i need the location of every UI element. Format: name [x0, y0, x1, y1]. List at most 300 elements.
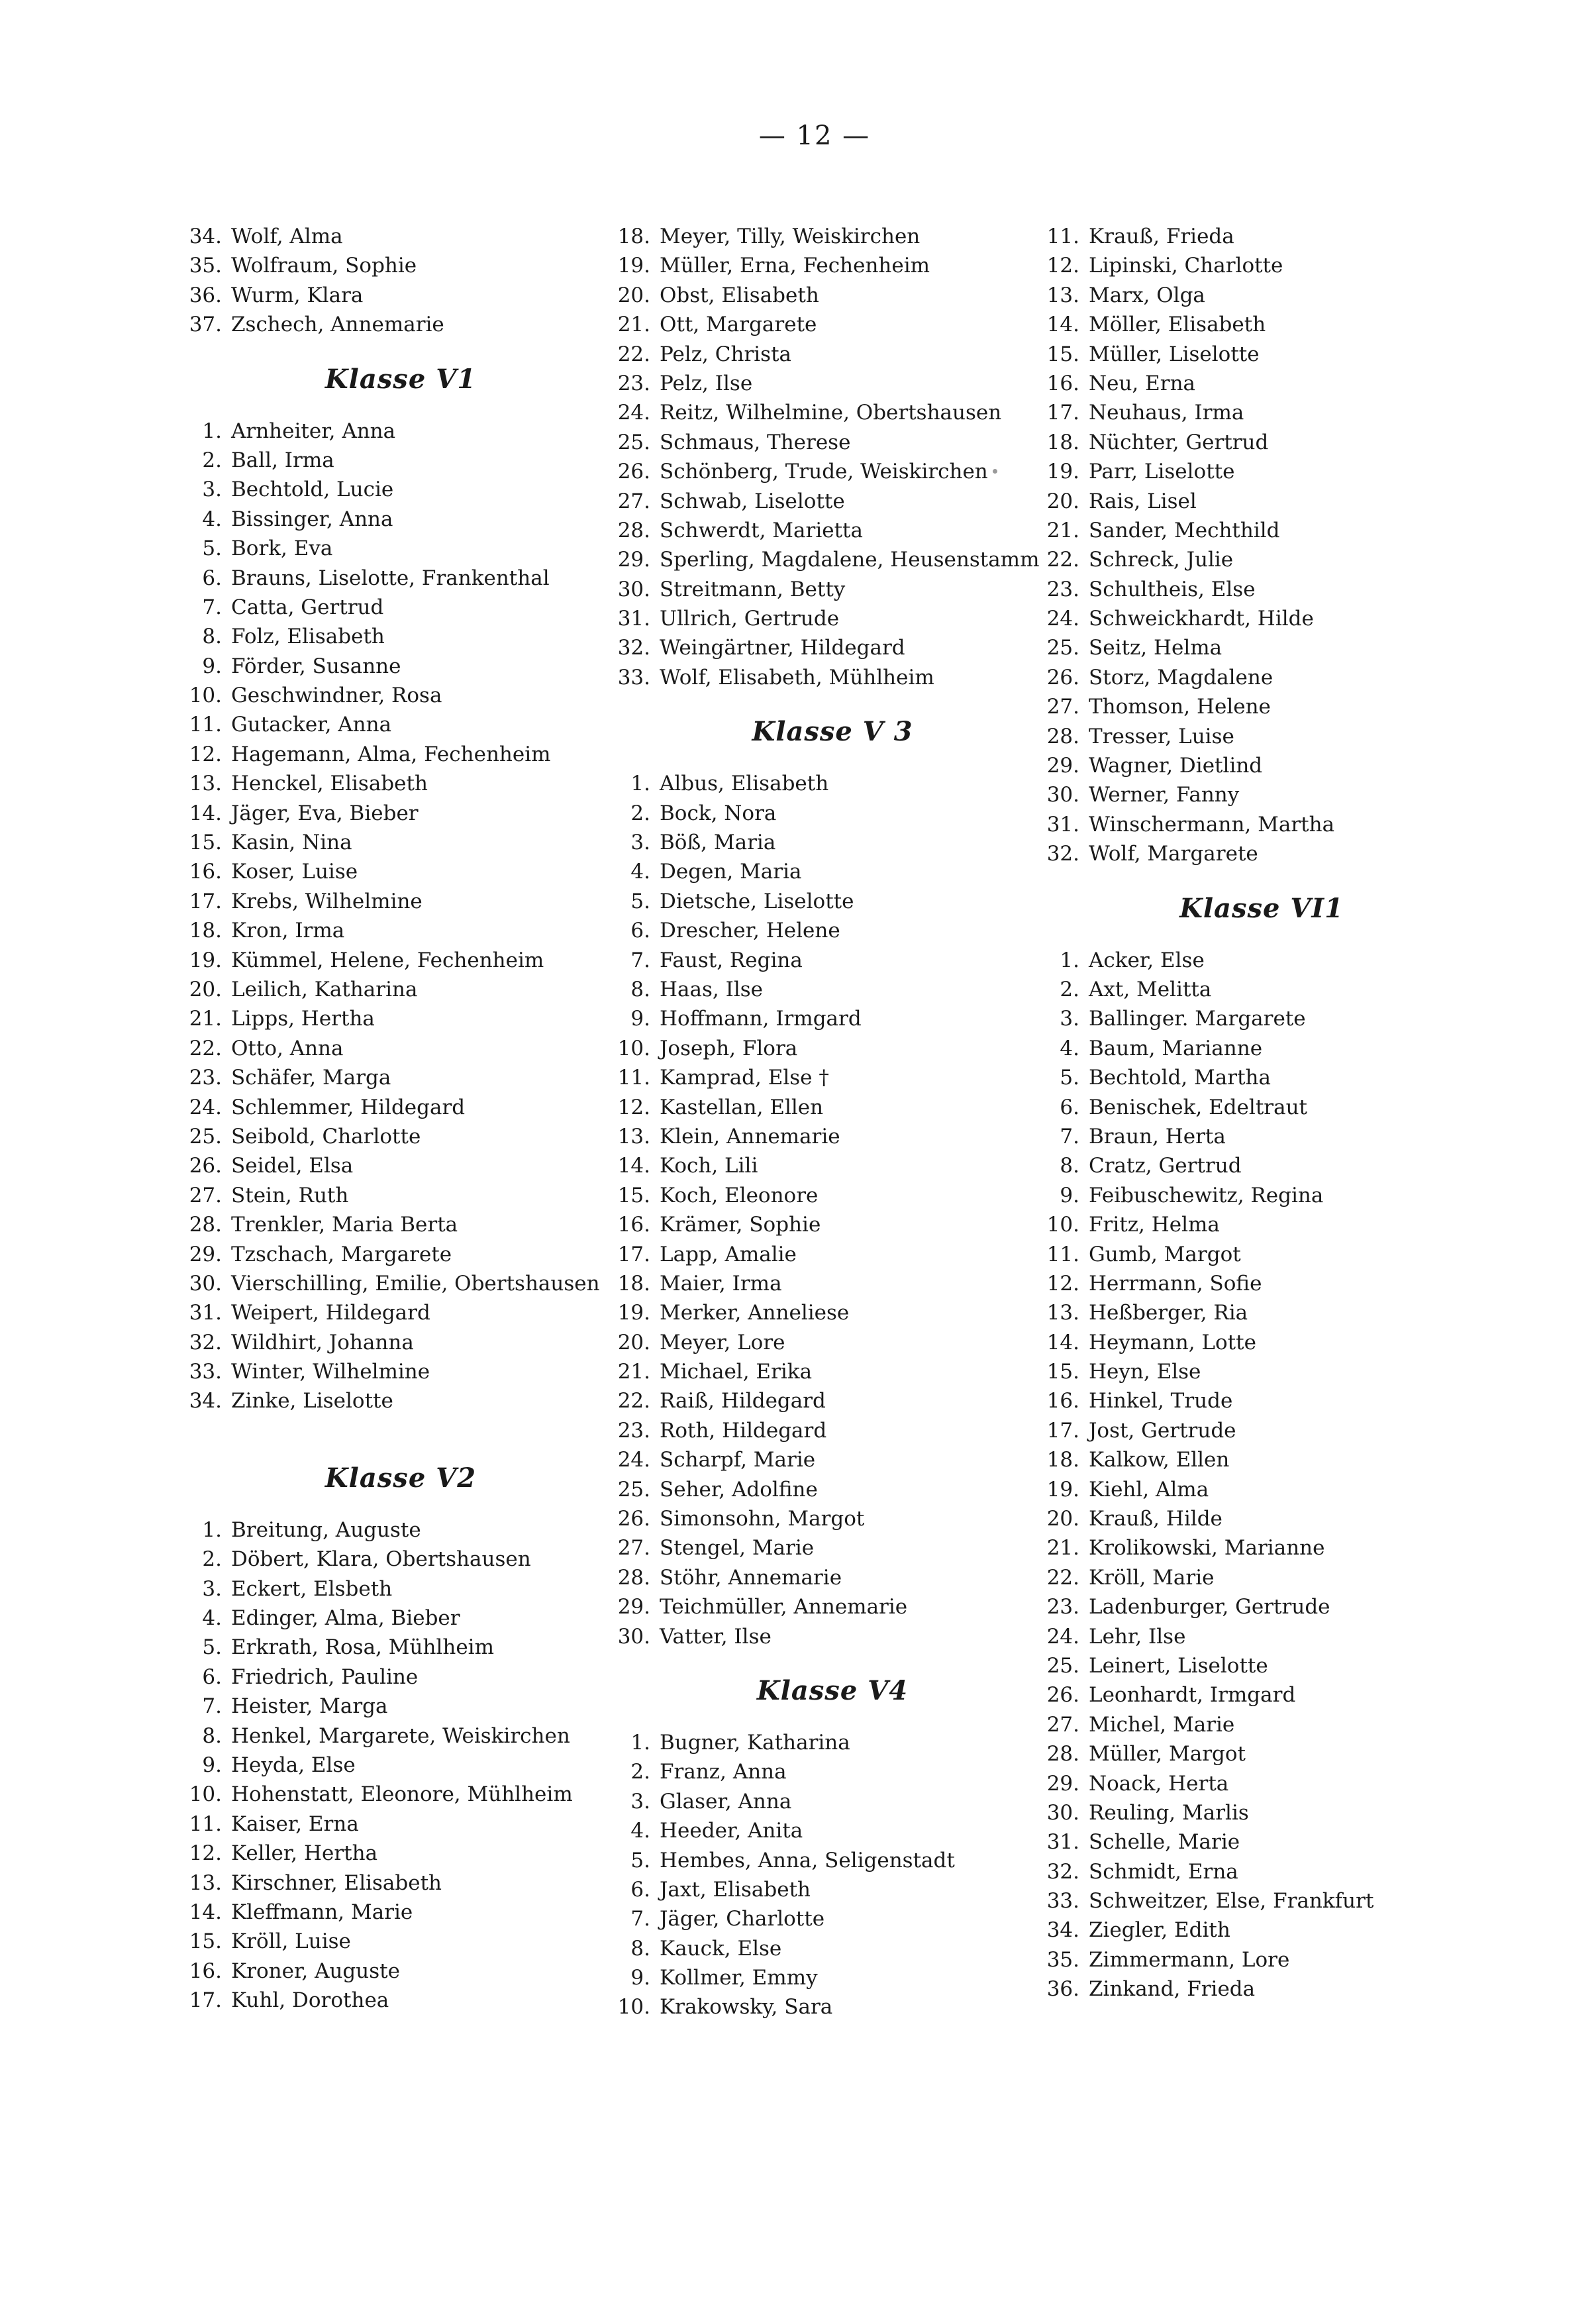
list-item-number: 19.: [1046, 1477, 1079, 1502]
list-item-name: Ziegler, Edith: [1089, 1918, 1230, 1943]
list-item-number: 15.: [189, 831, 222, 855]
list-item: [604, 575, 1061, 604]
list-item: [604, 1093, 1061, 1122]
list-item: [1033, 1357, 1490, 1386]
list-item-name: Wolf, Elisabeth, Mühlheim: [660, 665, 934, 690]
list-item: [175, 1545, 626, 1574]
list-item-number: 29.: [1046, 754, 1079, 778]
list-item-name: Benischek, Edeltraut: [1089, 1095, 1307, 1119]
list-item-number: 13.: [189, 772, 222, 796]
list-item-number: 31.: [617, 607, 650, 631]
list-item-name: Lapp, Amalie: [660, 1242, 797, 1266]
list-item: [1033, 1445, 1490, 1474]
list-item-name: Schweitzer, Else, Frankfurt: [1089, 1889, 1374, 1914]
list-item-name: Schönberg, Trude, Weiskirchen: [660, 460, 988, 484]
list-item-number: 35.: [1046, 1947, 1079, 1972]
list-item-number: 19.: [617, 254, 650, 278]
list-item-name: Heister, Marga: [231, 1694, 388, 1719]
list-item-number: 6.: [630, 919, 650, 943]
list-item: [604, 1357, 1061, 1386]
list-item-number: 30.: [617, 1624, 650, 1649]
list-item-name: Gutacker, Anna: [231, 713, 392, 737]
list-item-number: 12.: [1046, 1271, 1079, 1296]
list-item-number: 17.: [1046, 401, 1079, 425]
list-item-name: Hinkel, Trude: [1089, 1389, 1233, 1413]
list-item-number: 4.: [202, 507, 222, 531]
column-3: [1033, 222, 1490, 2004]
list-item: [175, 1751, 626, 1780]
list-item-name: Neuhaus, Irma: [1089, 401, 1244, 425]
list-item-number: 9.: [1060, 1183, 1079, 1207]
list-item-number: 13.: [1046, 283, 1079, 307]
list-item: [175, 1986, 626, 2015]
list-item: [175, 1063, 626, 1092]
list-item-number: 12.: [189, 1841, 222, 1866]
list-item-name: Kalkow, Ellen: [1089, 1448, 1230, 1472]
list-item-number: 23.: [1046, 577, 1079, 601]
list-item: [1033, 1269, 1490, 1298]
list-item-number: 10.: [189, 1782, 222, 1807]
list-item: [604, 1240, 1061, 1269]
class-heading: Klasse V4: [756, 1674, 909, 1706]
list-item-number: 25.: [617, 1477, 650, 1502]
list-item: [1033, 663, 1490, 692]
list-item: [175, 1357, 626, 1386]
list-item-number: 18.: [1046, 1448, 1079, 1472]
list-item-name: Bissinger, Anna: [231, 507, 393, 531]
list-item: [175, 1269, 626, 1298]
list-item: [1033, 1034, 1490, 1063]
list-item-name: Storz, Magdalene: [1089, 665, 1273, 690]
list-item-name: Streitmann, Betty: [660, 577, 846, 601]
list-item-number: 13.: [1046, 1301, 1079, 1325]
list-item: [175, 1810, 626, 1839]
list-item: [175, 1151, 626, 1180]
list-item: [1033, 1298, 1490, 1327]
list-item-name: Leonhardt, Irmgard: [1089, 1683, 1296, 1708]
list-item: [604, 1816, 1061, 1845]
list-item-name: Marx, Olga: [1089, 283, 1205, 307]
list-item: [175, 740, 626, 769]
list-item-name: Winter, Wilhelmine: [231, 1360, 430, 1384]
list-item-name: Krauß, Frieda: [1089, 225, 1234, 248]
list-item: [604, 545, 1061, 574]
list-item-number: 18.: [617, 225, 650, 248]
list-item-name: Tresser, Luise: [1089, 724, 1234, 748]
list-item-name: Schultheis, Else: [1089, 577, 1256, 601]
list-item-name: Michel, Marie: [1089, 1712, 1235, 1737]
list-item: [175, 1663, 626, 1692]
list-item: [604, 398, 1061, 427]
list-item: [604, 1787, 1061, 1816]
list-item-number: 7.: [1060, 1124, 1079, 1149]
list-item-number: 19.: [1046, 460, 1079, 484]
list-item: [175, 564, 626, 593]
list-item: [604, 916, 1061, 945]
list-item-name: Bugner, Katharina: [660, 1730, 850, 1755]
list-item-name: Kollmer, Emmy: [660, 1966, 818, 1990]
list-item-name: Schmaus, Therese: [660, 430, 851, 454]
list-item: [175, 769, 626, 798]
list-item-name: Schelle, Marie: [1089, 1830, 1240, 1855]
list-item: [604, 1622, 1061, 1651]
list-item: [175, 251, 626, 280]
list-item-number: 1.: [202, 1517, 222, 1542]
list-item-name: Brauns, Liselotte, Frankenthal: [231, 566, 550, 590]
list-item: [1033, 281, 1490, 310]
list-item: [604, 1992, 1061, 2022]
list-item-number: 26.: [617, 1507, 650, 1531]
list-item: [1033, 1181, 1490, 1210]
list-item-number: 4.: [630, 860, 650, 884]
page-number: — 12 —: [758, 121, 871, 151]
list-item-number: 11.: [617, 1066, 650, 1090]
list-item-name: Edinger, Alma, Bieber: [231, 1606, 460, 1631]
list-item: [604, 1475, 1061, 1504]
list-item-number: 6.: [630, 1877, 650, 1902]
list-item-name: Trenkler, Maria Berta: [231, 1213, 458, 1237]
list-item-number: 36.: [189, 283, 222, 307]
list-item-number: 1.: [630, 772, 650, 796]
list-item-number: 16.: [1046, 1389, 1079, 1413]
list-item-number: 14.: [189, 801, 222, 825]
list-item: [604, 1533, 1061, 1562]
list-item-number: 24.: [1046, 1624, 1079, 1649]
list-item-name: Kauck, Else: [660, 1936, 782, 1961]
list-item-number: 19.: [189, 948, 222, 972]
list-item-name: Hagemann, Alma, Fechenheim: [231, 742, 551, 766]
list-item-name: Maier, Irma: [660, 1271, 782, 1296]
list-item: [604, 1757, 1061, 1786]
list-item-number: 30.: [1046, 1800, 1079, 1825]
list-item: [175, 1868, 626, 1898]
list-item: [604, 1875, 1061, 1904]
list-item-name: Kastellan, Ellen: [660, 1095, 824, 1119]
list-item: [175, 222, 626, 251]
list-item: [1033, 428, 1490, 457]
list-item: [604, 487, 1061, 516]
list-item-name: Jost, Gertrude: [1089, 1418, 1236, 1443]
list-item: [175, 887, 626, 916]
list-item-name: Catta, Gertrud: [231, 595, 384, 619]
list-item: [1033, 1827, 1490, 1857]
list-item-number: 24.: [617, 401, 650, 425]
list-item-number: 32.: [617, 636, 650, 660]
list-item: [1033, 1886, 1490, 1916]
list-item-name: Bechtold, Lucie: [231, 478, 394, 502]
list-item-number: 11.: [1046, 225, 1079, 248]
class-heading: Klasse VI1: [1179, 892, 1344, 924]
list-item: [604, 1181, 1061, 1210]
list-item: [1033, 1240, 1490, 1269]
list-item: [604, 516, 1061, 545]
list-item-name: Arnheiter, Anna: [231, 419, 396, 443]
list-item-name: Kiehl, Alma: [1089, 1477, 1209, 1502]
list-item-name: Jäger, Charlotte: [660, 1907, 825, 1931]
list-item-name: Krebs, Wilhelmine: [231, 889, 423, 913]
list-item-name: Ladenburger, Gertrude: [1089, 1595, 1330, 1619]
list-item-number: 8.: [630, 977, 650, 1001]
list-item-number: 13.: [617, 1124, 650, 1149]
list-item: [175, 622, 626, 651]
list-item-name: Schwerdt, Marietta: [660, 518, 863, 542]
list-item-number: 22.: [189, 1036, 222, 1060]
list-item-number: 28.: [617, 518, 650, 542]
list-item: [1033, 722, 1490, 751]
list-item: [604, 857, 1061, 886]
list-item-name: Joseph, Flora: [660, 1036, 798, 1060]
list-item: [604, 1846, 1061, 1875]
list-item-number: 21.: [617, 1360, 650, 1384]
list-item-name: Wildhirt, Johanna: [231, 1330, 414, 1355]
list-item-number: 9.: [202, 654, 222, 678]
list-item-name: Schmidt, Erna: [1089, 1859, 1238, 1884]
list-item-number: 31.: [1046, 1830, 1079, 1855]
list-item-name: Koser, Luise: [231, 860, 358, 884]
list-item-name: Jäger, Eva, Bieber: [231, 801, 419, 825]
list-item: [175, 1721, 626, 1751]
list-item-number: 27.: [617, 489, 650, 513]
list-item-name: Wolf, Alma: [231, 225, 343, 248]
list-item-name: Kron, Irma: [231, 919, 345, 943]
list-item: [1033, 1622, 1490, 1651]
list-item-name: Schreck, Julie: [1089, 548, 1234, 572]
list-item-name: Seidel, Elsa: [231, 1154, 354, 1178]
list-item-number: 13.: [189, 1870, 222, 1895]
list-item-name: Feibuschewitz, Regina: [1089, 1183, 1324, 1207]
list-item-number: 34.: [189, 1389, 222, 1413]
list-item-name: Bechtold, Martha: [1089, 1066, 1271, 1090]
list-item: [1033, 1592, 1490, 1621]
list-item: [1033, 1651, 1490, 1680]
list-item-name: Stengel, Marie: [660, 1536, 815, 1561]
list-item-number: 28.: [1046, 1742, 1079, 1766]
list-item-name: Obst, Elisabeth: [660, 283, 819, 307]
list-item-name: Ott, Margarete: [660, 313, 817, 337]
list-item-number: 24.: [617, 1448, 650, 1472]
list-item-number: 24.: [189, 1095, 222, 1119]
list-item-number: 10.: [189, 684, 222, 708]
list-item-number: 33.: [617, 665, 650, 690]
list-item-number: 33.: [189, 1360, 222, 1384]
list-item-number: 30.: [189, 1271, 222, 1296]
list-item-name: Dietsche, Liselotte: [660, 889, 854, 913]
list-item-name: Möller, Elisabeth: [1089, 313, 1266, 337]
list-item: [604, 428, 1061, 457]
list-item-name: Kuhl, Dorothea: [231, 1988, 389, 2013]
list-item-number: 8.: [630, 1936, 650, 1961]
list-item: [1033, 1475, 1490, 1504]
list-item-number: 26.: [1046, 1683, 1079, 1708]
list-item-name: Rais, Lisel: [1089, 489, 1197, 513]
list-item: [604, 1504, 1061, 1533]
list-item-name: Heßberger, Ria: [1089, 1301, 1248, 1325]
list-item: [604, 663, 1061, 692]
list-item: [1033, 1093, 1490, 1122]
list-item-name: Parr, Liselotte: [1089, 460, 1235, 484]
list-item-name: Reitz, Wilhelmine, Obertshausen: [660, 401, 1002, 425]
list-item-name: Kaiser, Erna: [231, 1812, 359, 1836]
list-item: [604, 1592, 1061, 1621]
list-item: [175, 946, 626, 975]
list-item-number: 2.: [202, 1547, 222, 1572]
list-item-number: 34.: [189, 225, 222, 248]
list-item: [1033, 1533, 1490, 1562]
list-item-number: 1.: [630, 1730, 650, 1755]
list-item: [175, 310, 626, 339]
list-item: [175, 505, 626, 534]
list-item-number: 26.: [1046, 665, 1079, 690]
list-item: [1033, 1386, 1490, 1415]
list-item-name: Förder, Susanne: [231, 654, 401, 678]
list-item-number: 23.: [1046, 1595, 1079, 1619]
list-item-number: 21.: [617, 313, 650, 337]
list-item: [175, 799, 626, 828]
list-item-number: 28.: [617, 1565, 650, 1590]
list-item: [1033, 575, 1490, 604]
list-item-name: Sander, Mechthild: [1089, 518, 1280, 542]
list-item: [175, 975, 626, 1004]
list-item-number: 5.: [630, 1848, 650, 1872]
list-item: [1033, 1151, 1490, 1180]
list-item-number: 10.: [617, 1036, 650, 1060]
list-item: [1033, 1857, 1490, 1886]
list-item-number: 16.: [189, 1959, 222, 1983]
list-item-name: Wagner, Dietlind: [1089, 754, 1263, 778]
list-item-number: 1.: [1060, 948, 1079, 972]
list-item-number: 29.: [1046, 1771, 1079, 1796]
list-item: [1033, 457, 1490, 486]
list-item-name: Thomson, Helene: [1089, 695, 1271, 719]
list-item-number: 26.: [189, 1154, 222, 1178]
list-item-number: 6.: [202, 1664, 222, 1689]
list-item: [1033, 1945, 1490, 1974]
list-item: [1033, 633, 1490, 662]
list-item-number: 1.: [202, 419, 222, 443]
list-item-name: Leinert, Liselotte: [1089, 1653, 1268, 1678]
list-item-name: Kroner, Auguste: [231, 1959, 400, 1983]
list-item-number: 19.: [617, 1301, 650, 1325]
list-item-name: Zschech, Annemarie: [231, 313, 444, 337]
list-item-name: Müller, Erna, Fechenheim: [660, 254, 930, 278]
list-item-number: 27.: [617, 1536, 650, 1561]
list-item-number: 11.: [189, 1812, 222, 1836]
list-item-name: Keller, Hertha: [231, 1841, 378, 1866]
list-item-number: 31.: [189, 1301, 222, 1325]
list-item: [175, 1034, 626, 1063]
list-item-number: 16.: [1046, 371, 1079, 395]
list-item-name: Albus, Elisabeth: [660, 772, 829, 796]
list-item: [1033, 1328, 1490, 1357]
list-item-number: 15.: [189, 1929, 222, 1954]
list-item: [175, 916, 626, 945]
list-item: [604, 1034, 1061, 1063]
list-item-number: 18.: [1046, 430, 1079, 454]
list-item-name: Stöhr, Annemarie: [660, 1565, 842, 1590]
list-item-name: Roth, Hildegard: [660, 1418, 827, 1443]
list-item-number: 25.: [1046, 1653, 1079, 1678]
list-item-number: 33.: [1046, 1889, 1079, 1914]
list-item: [175, 1240, 626, 1269]
list-item-name: Simonsohn, Margot: [660, 1507, 865, 1531]
list-item-name: Vierschilling, Emilie, Obertshausen: [231, 1271, 600, 1296]
list-item-number: 36.: [1046, 1977, 1079, 2002]
list-item-number: 7.: [202, 595, 222, 619]
list-item-number: 2.: [1060, 977, 1079, 1001]
list-item: [1033, 516, 1490, 545]
list-item-number: 11.: [189, 713, 222, 737]
list-item-number: 30.: [617, 577, 650, 601]
list-item: [1033, 1769, 1490, 1798]
list-item-number: 2.: [630, 1760, 650, 1784]
list-item: [604, 604, 1061, 633]
list-item-number: 32.: [189, 1330, 222, 1355]
section-spacer: [175, 1416, 626, 1439]
list-item-name: Krolikowski, Marianne: [1089, 1536, 1325, 1561]
list-item: [1033, 487, 1490, 516]
list-item-name: Kröll, Luise: [231, 1929, 351, 1954]
list-item-number: 15.: [1046, 342, 1079, 366]
list-item-number: 5.: [1060, 1066, 1079, 1090]
list-item: [604, 828, 1061, 857]
list-item-name: Seitz, Helma: [1089, 636, 1222, 660]
list-item-number: 22.: [617, 342, 650, 366]
list-item-number: 6.: [1060, 1095, 1079, 1119]
list-item-name: Böß, Maria: [660, 831, 776, 855]
list-item-name: Vatter, Ilse: [660, 1624, 772, 1649]
list-item: [1033, 839, 1490, 868]
list-item-name: Lipps, Hertha: [231, 1007, 375, 1031]
list-item-number: 11.: [1046, 1242, 1079, 1266]
list-item-name: Hohenstatt, Eleonore, Mühlheim: [231, 1782, 573, 1807]
list-item-number: 12.: [617, 1095, 650, 1119]
list-item-number: 5.: [630, 889, 650, 913]
list-item-name: Ball, Irma: [231, 448, 334, 472]
list-item-name: Lipinski, Charlotte: [1089, 254, 1283, 278]
list-item: [604, 222, 1061, 251]
list-item-number: 14.: [1046, 313, 1079, 337]
list-item: [604, 799, 1061, 828]
list-item-number: 15.: [1046, 1360, 1079, 1384]
list-item-number: 14.: [617, 1154, 650, 1178]
list-item: [1033, 1122, 1490, 1151]
list-item-name: Ullrich, Gertrude: [660, 607, 840, 631]
list-item: [1033, 692, 1490, 721]
column-2: [604, 222, 1061, 2022]
list-item-name: Bock, Nora: [660, 801, 777, 825]
list-item: [1033, 975, 1490, 1004]
list-item: [1033, 222, 1490, 251]
list-item-name: Erkrath, Rosa, Mühlheim: [231, 1635, 494, 1660]
list-item: [604, 1298, 1061, 1327]
list-item-name: Zimmermann, Lore: [1089, 1947, 1290, 1972]
list-item: [175, 1515, 626, 1545]
list-item-name: Kröll, Marie: [1089, 1565, 1215, 1590]
list-item-name: Döbert, Klara, Obertshausen: [231, 1547, 531, 1572]
list-item-name: Sperling, Magdalene, Heusenstamm: [660, 548, 1040, 572]
list-item-number: 10.: [617, 1995, 650, 2020]
list-item: [175, 534, 626, 563]
list-item-number: 10.: [1046, 1213, 1079, 1237]
list-item-name: Weipert, Hildegard: [231, 1301, 430, 1325]
list-item: [604, 1934, 1061, 1963]
list-item: [175, 446, 626, 475]
list-item-number: 34.: [1046, 1918, 1079, 1943]
class-heading: Klasse V 3: [752, 716, 913, 748]
list-item: [604, 1063, 1061, 1092]
list-item-number: 27.: [1046, 1712, 1079, 1737]
list-item-number: 17.: [1046, 1418, 1079, 1443]
